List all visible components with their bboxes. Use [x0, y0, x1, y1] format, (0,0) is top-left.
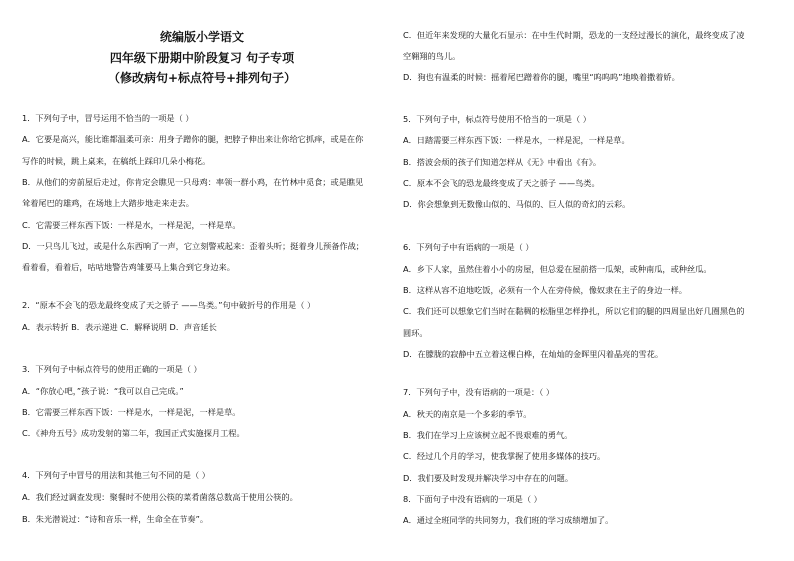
text-line: B．我们在学习上应该树立起不畏艰难的勇气。 [403, 430, 573, 440]
text-line: C．但近年来发现的大量化石显示：在中生代时期，恐龙的一支经过漫长的演化，最终变成了凌 [403, 30, 745, 40]
text-line: C．经过几个月的学习，使我掌握了使用多媒体的技巧。 [403, 451, 606, 461]
text-line: A．乡下人家，虽然住着小小的房屋，但总爱在屋前搭一瓜架，或种南瓜，或种丝瓜。 [403, 264, 712, 274]
text-line: 4．下列句子中冒号的用法和其他三句不同的是（ ） [22, 470, 210, 480]
text-line: D．狗也有温柔的时候：摇着尾巴蹭着你的腿，嘴里“呜呜呜”地唤着撒着娇。 [403, 72, 680, 82]
doc-subtitle-scope: （修改病句+标点符号+排列句子） [107, 71, 297, 85]
text-line: D．我们要及时发现并解决学习中存在的问题。 [403, 473, 574, 483]
text-line: 5．下列句子中，标点符号使用不恰当的一项是（ ） [403, 114, 591, 124]
text-line: D．在朦胧的寂静中五立着这棵白桦，在灿灿的金晖里闪着晶亮的雪花。 [403, 349, 664, 359]
text-line: A．我们经过调查发现：聚餐时不使用公筷的菜肴菌落总数高于使用公筷的。 [22, 492, 298, 502]
text-line: A．表示转折 B．表示递进 C．解释说明 D．声音延长 [22, 322, 217, 332]
text-line: A．它要是高兴，能比谁都温柔可亲：用身子蹭你的腿，把脖子伸出来让你给它抓痒，或是在你 [22, 134, 364, 144]
text-line: 空翱翔的鸟儿。 [403, 51, 461, 61]
text-line: 1．下列句子中，冒号运用不恰当的一项是（ ） [22, 113, 194, 123]
text-line: 8．下面句子中没有语病的一项是（ ） [403, 494, 542, 504]
text-line: 6．下列句子中有语病的一项是（ ） [403, 242, 534, 252]
doc-title: 统编版小学语文 [159, 30, 244, 44]
text-line: D．一只鸟儿飞过，或是什么东西响了一声，它立刻警戒起来：歪着头听；挺着身儿预备作战； [22, 241, 364, 251]
text-line: 耸着尾巴的雄鸡，在场地上大踏步地走来走去。 [22, 198, 194, 208]
text-line: 圆环。 [403, 328, 428, 338]
text-line: A．“你放心吧，”孩子说：“我可以自己完成。” [22, 386, 184, 396]
text-line: B．它需要三样东西下饭：一样是水，一样是泥，一样是草。 [22, 407, 241, 417]
text-line: 3．下列句子中标点符号的使用正确的一项是（ ） [22, 364, 202, 374]
text-line: B．搭波会烦的孩子们知道怎样从《无》中看出《有》。 [403, 157, 602, 167]
text-line: A．日踏需要三样东西下饭：一样是水，一样是泥，一样是草。 [403, 135, 630, 145]
text-line: B．从他们的旁前屋后走过，你肯定会瞧见一只母鸡：率领一群小鸡，在竹林中觅食；或是瞧见 [22, 177, 364, 187]
text-line: 写作的时候，跳上桌来，在稿纸上踩印几朵小梅花。 [22, 156, 211, 166]
text-line: C．我们还可以想象它们当时在黏稠的松脂里怎样挣扎，所以它们的腿的四周显出好几圈黑色的 [403, 306, 745, 316]
text-line: 2．“原本不会飞的恐龙最终变成了天之骄子 ——鸟类。”句中破折号的作用是（ ） [22, 300, 316, 310]
text-line: A．秋天的南京是一个多彩的季节。 [403, 409, 532, 419]
text-line: B．这样从容不迫地吃饭，必须有一个人在旁侍候，像奴隶在主子的身边一样。 [403, 285, 687, 295]
text-line: 看着看，看着后，咕咕地警告鸡雏要马上集合到它身边来。 [22, 262, 235, 272]
text-line: 7．下列句子中，没有语病的一项是：（ ） [403, 387, 555, 397]
text-line: A．通过全班同学的共同努力，我们班的学习成绩增加了。 [403, 515, 614, 525]
text-line: C．它需要三样东西下饭：一样是水，一样是泥，一样是草。 [22, 220, 241, 230]
text-line: D．你会想象到无数像山似的、马似的、巨人似的奇幻的云彩。 [403, 199, 631, 209]
doc-subtitle: 四年级下册期中阶段复习 句子专项 [109, 51, 295, 65]
text-line: B．朱光潜说过：“诗和音乐一样，生命全在节奏”。 [22, 514, 209, 524]
text-line: C．原本不会飞的恐龙最终变成了天之骄子 ——鸟类。 [403, 178, 600, 188]
text-line: C．《神舟五号》成功发射的第二年，我国正式实施探月工程。 [22, 428, 245, 438]
